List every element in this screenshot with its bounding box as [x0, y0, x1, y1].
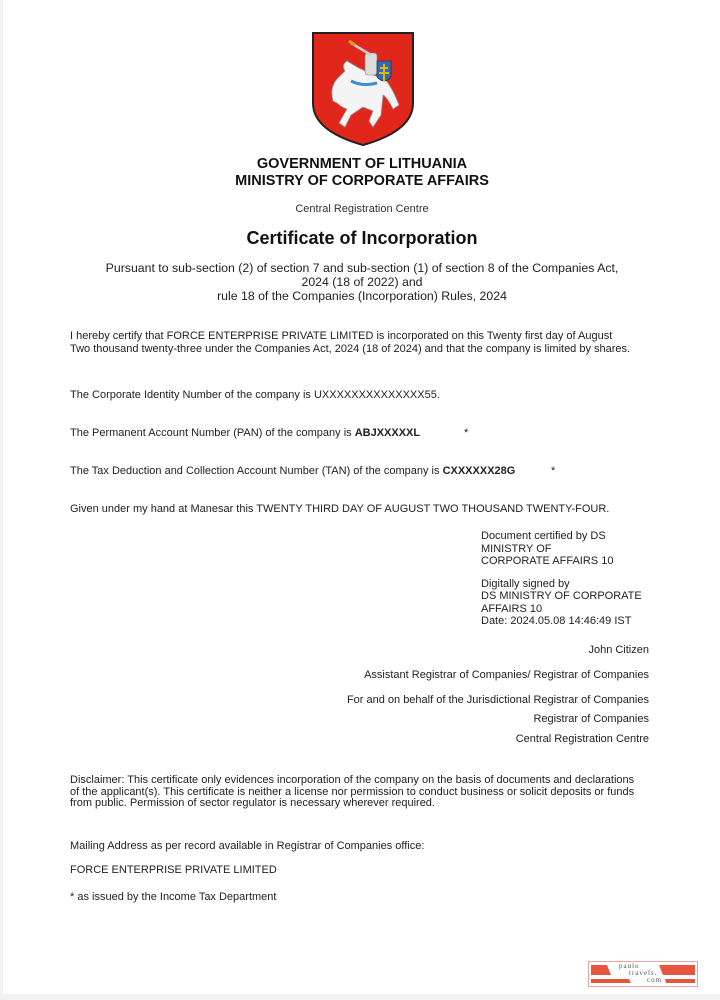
pursuant-line-3: rule 18 of the Companies (Incorporation) Rules, 2024 — [217, 289, 507, 303]
coat-of-arms-icon — [311, 31, 415, 147]
tan-asterisk: * — [551, 465, 556, 477]
digital-certification-block — [481, 530, 642, 628]
tan-label: The Tax Deduction and Collection Account Number (TAN) of the company is — [70, 465, 443, 477]
watermark-line-3: com — [647, 976, 663, 984]
signatory-behalf: For and on behalf of the Jurisdictional Registrar of Companies — [346, 694, 649, 706]
ministry-heading: MINISTRY OF CORPORATE AFFAIRS — [235, 173, 489, 189]
cin-statement: The Corporate Identity Number of the company is UXXXXXXXXXXXXXX55. — [70, 389, 440, 401]
watermark-line-1: paulo — [619, 962, 640, 970]
mailing-address-company: FORCE ENTERPRISE PRIVATE LIMITED — [70, 864, 277, 876]
pan-label: The Permanent Account Number (PAN) of the company is — [70, 427, 355, 439]
watermark-logo — [588, 961, 698, 987]
disclaimer-line-1: Disclaimer: This certificate only evidences incorporation of the company on the basis of documents and declarations — [70, 774, 635, 786]
disclaimer-line-3: from public. Permission of sector regulator is necessary wherever required. — [70, 797, 435, 809]
signatory-role: Assistant Registrar of Companies/ Registrar of Companies — [364, 669, 649, 681]
signatory-registrar: Registrar of Companies — [533, 713, 649, 725]
pursuant-line-1: Pursuant to sub-section (2) of section 7 and sub-section (1) of section 8 of the Companies Act, — [105, 261, 619, 275]
certified-line-3: CORPORATE AFFAIRS 10 — [481, 555, 614, 567]
certified-line-1: Document certified by DS — [481, 530, 606, 542]
government-heading: GOVERNMENT OF LITHUANIA — [256, 156, 468, 172]
certify-line-1: I hereby certify that FORCE ENTERPRISE PRIVATE LIMITED is incorporated on this Twenty first day of August — [70, 330, 613, 342]
signed-line-3: AFFAIRS 10 — [481, 602, 543, 615]
signed-line-1: Digitally signed by — [481, 577, 570, 590]
signatory-name: John Citizen — [588, 644, 649, 656]
certify-line-2: Two thousand twenty-three under the Companies Act, 2024 (18 of 2024) and that the company is limited by shares. — [70, 343, 631, 355]
pan-statement — [70, 427, 420, 441]
signed-line-2: DS MINISTRY OF CORPORATE — [481, 590, 642, 602]
pursuant-line-2: 2024 (18 of 2022) and — [301, 275, 423, 289]
income-tax-footnote: * as issued by the Income Tax Department — [70, 891, 277, 903]
certificate-page — [2, 0, 720, 994]
disclaimer-line-2: of the applicant(s). This certificate is neither a license nor permission to conduct business or solicit deposits or funds — [70, 785, 635, 798]
watermark-line-2: travels. — [629, 969, 658, 977]
registration-centre-label: Central Registration Centre — [295, 203, 429, 215]
pan-value: ABJXXXXXL — [354, 427, 421, 439]
mailing-address-label: Mailing Address as per record available in Registrar of Companies office: — [70, 840, 425, 852]
disclaimer — [70, 775, 634, 810]
tan-value: CXXXXXX28G — [442, 465, 516, 477]
signed-date: Date: 2024.05.08 14:46:49 IST — [481, 615, 632, 627]
pan-asterisk: * — [464, 427, 469, 439]
certified-line-2: MINISTRY OF — [481, 542, 552, 555]
given-under-hand: Given under my hand at Manesar this TWENTY THIRD DAY OF AUGUST TWO THOUSAND TWENTY-FOUR. — [70, 503, 610, 515]
signatory-centre: Central Registration Centre — [515, 733, 649, 745]
document-title: Certificate of Incorporation — [246, 228, 478, 248]
tan-statement — [70, 465, 515, 479]
